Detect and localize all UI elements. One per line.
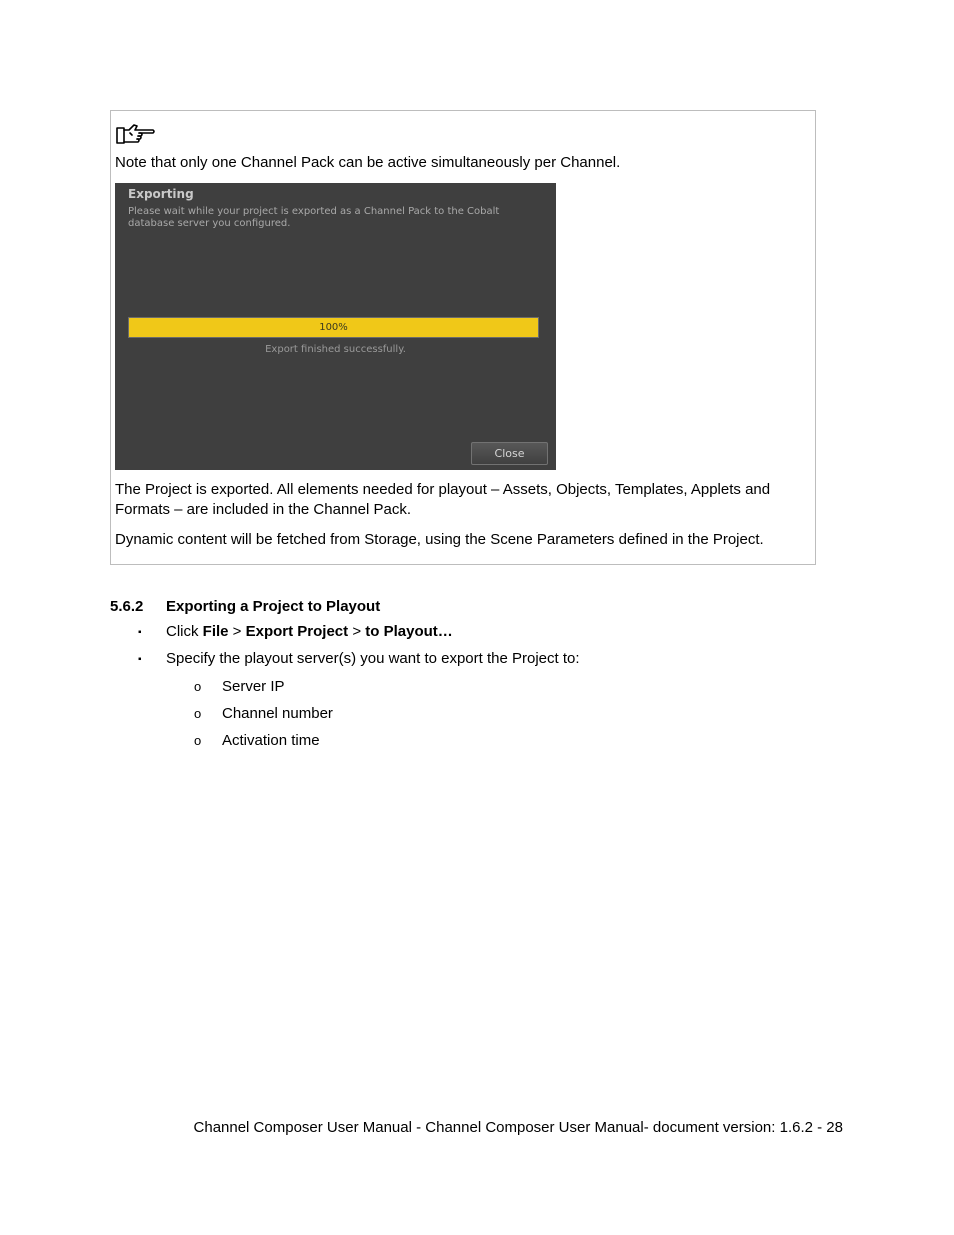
note-text: Note that only one Channel Pack can be active simultaneously per Channel. (115, 154, 621, 171)
menu-export-project: Export Project (245, 623, 349, 640)
step-click-export (138, 622, 453, 643)
sub-bullet-marker: o (194, 679, 202, 694)
menu-file: File (202, 623, 229, 640)
sub-bullet-marker: o (194, 733, 202, 748)
list-item (194, 731, 320, 751)
list-item-label: Server IP (222, 678, 285, 695)
menu-to-playout: to Playout… (365, 623, 453, 640)
bullet-marker: ▪ (138, 654, 142, 665)
step-specify-servers (138, 649, 580, 670)
pointing-hand-icon (116, 123, 156, 145)
list-item-label: Channel number (222, 705, 333, 722)
note-box (110, 110, 816, 565)
list-item (194, 704, 333, 724)
dialog-status: Export finished successfully. (265, 344, 406, 355)
step-text: Specify the playout server(s) you want to export the Project to: (166, 650, 580, 667)
dialog-message: Please wait while your project is exported as a Channel Pack to the Cobalt database server you configured. (128, 206, 500, 229)
menu-separator: > (228, 623, 246, 640)
bullet-marker: ▪ (138, 627, 142, 638)
progress-bar (128, 317, 539, 338)
dynamic-content-note: Dynamic content will be fetched from Storage, using the Scene Parameters defined in the Project. (115, 531, 764, 548)
menu-separator: > (348, 623, 366, 640)
section-heading (110, 597, 380, 617)
sub-bullet-marker: o (194, 706, 202, 721)
section-number: 5.6.2 (110, 598, 144, 615)
close-button[interactable]: Close (471, 442, 548, 465)
list-item-label: Activation time (222, 732, 320, 749)
progress-label: 100% (319, 322, 348, 333)
section-title: Exporting a Project to Playout (166, 598, 381, 615)
step-prefix: Click (166, 623, 203, 640)
page-footer: Channel Composer User Manual - Channel Composer User Manual- document version: 1.6.2 - 28 (193, 1119, 843, 1136)
export-dialog-screenshot (115, 183, 556, 470)
export-description: The Project is exported. All elements needed for playout – Assets, Objects, Templates, Applets and Formats – are included in the Channel Pack. (115, 481, 771, 518)
list-item (194, 677, 285, 697)
dialog-title: Exporting (128, 187, 194, 201)
